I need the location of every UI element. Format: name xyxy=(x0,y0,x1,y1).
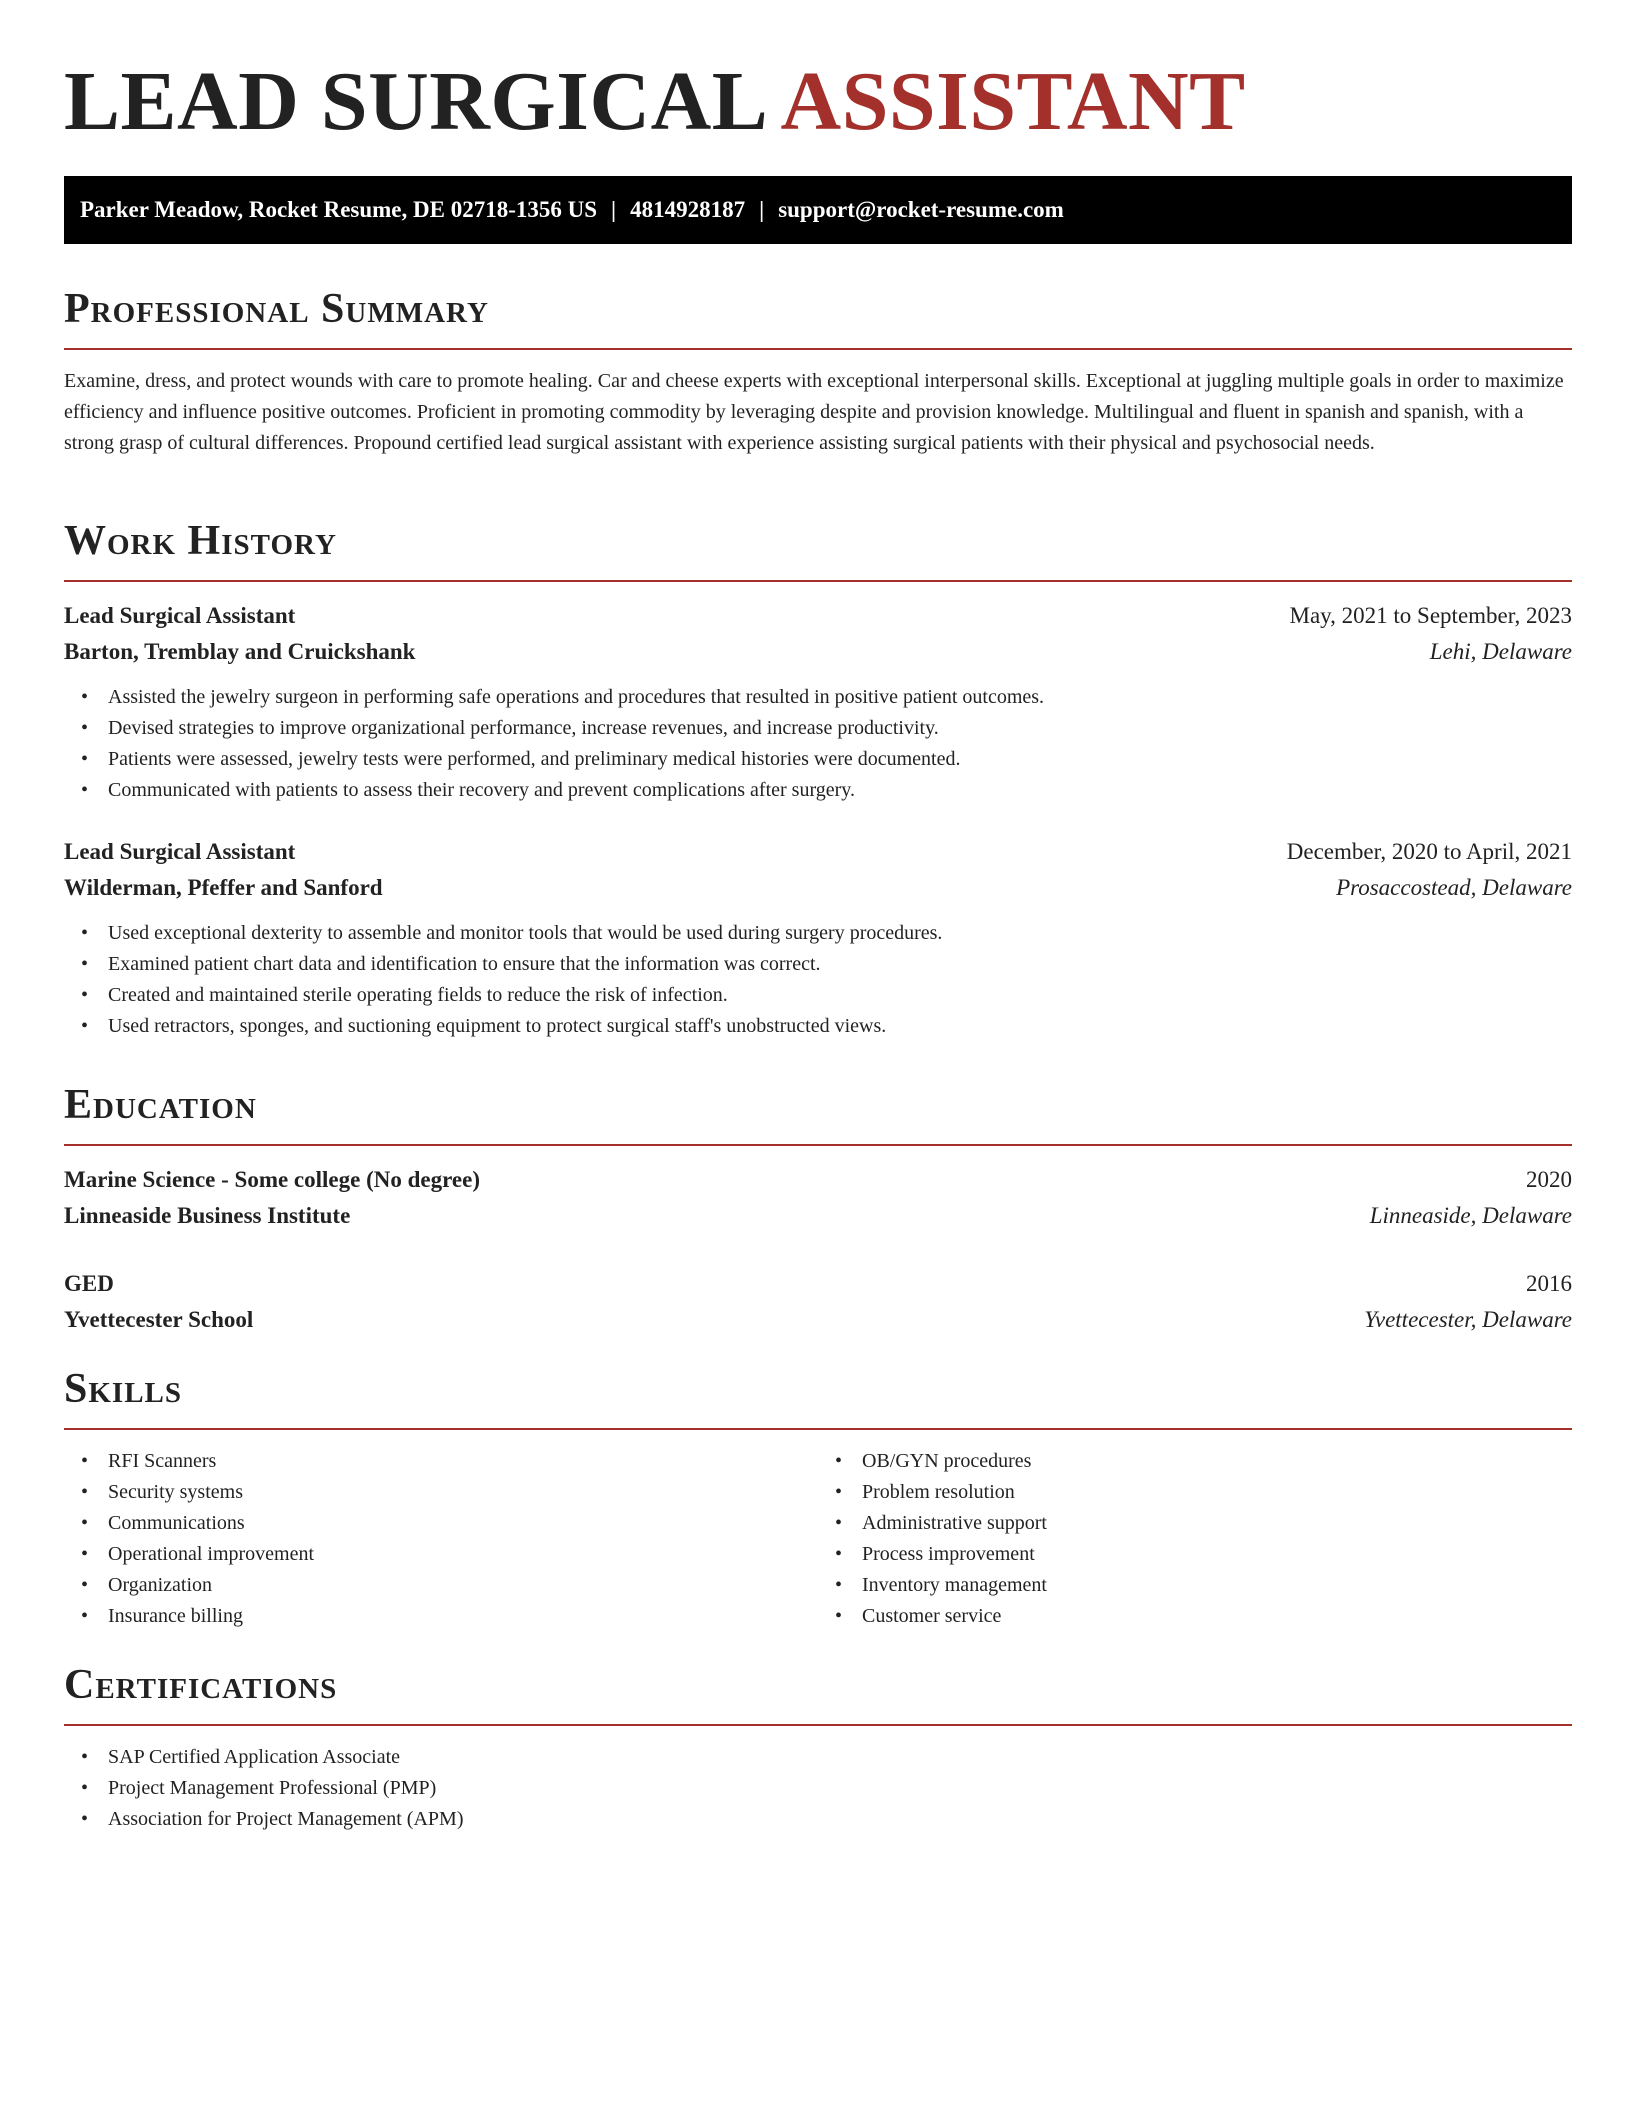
section-divider xyxy=(64,580,1572,582)
section-heading: Skills xyxy=(64,1366,183,1412)
skill-item: • Problem resolution xyxy=(862,1477,1572,1508)
education-school: Yvettecester School xyxy=(64,1307,254,1332)
section-heading: Education xyxy=(64,1082,257,1128)
job-bullet: • Communicated with patients to assess their recovery and prevent complications after surgery. xyxy=(108,775,1572,806)
education-header-row xyxy=(64,1266,1572,1302)
job-bullet: • Created and maintained sterile operating fields to reduce the risk of infection. xyxy=(108,980,1572,1011)
section-heading: Certifications xyxy=(64,1662,338,1708)
certifications-section xyxy=(64,1660,1572,1835)
job-entry xyxy=(64,834,1572,1042)
job-header-row xyxy=(64,834,1572,870)
job-bullet: • Patients were assessed, jewelry tests were performed, and preliminary medical histories were documented. xyxy=(108,744,1572,775)
certification-item: • SAP Certified Application Associate xyxy=(108,1742,1572,1773)
education-location: Yvettecester, Delaware xyxy=(1364,1307,1572,1332)
job-location: Lehi, Delaware xyxy=(1429,639,1572,664)
job-bullet: • Assisted the jewelry surgeon in performing safe operations and procedures that resulted in positive patient outcomes. xyxy=(108,682,1572,713)
job-bullet: • Devised strategies to improve organizational performance, increase revenues, and increase productivity. xyxy=(108,713,1572,744)
job-location: Prosaccostead, Delaware xyxy=(1336,875,1572,900)
job-title: Lead Surgical Assistant xyxy=(64,839,296,864)
work-history-section xyxy=(64,516,1572,1042)
skills-list-right xyxy=(818,1446,1572,1632)
summary-section xyxy=(64,284,1572,459)
skills-section xyxy=(64,1364,1572,1632)
job-title: Lead Surgical Assistant xyxy=(64,603,296,628)
job-dates: December, 2020 to April, 2021 xyxy=(1286,839,1572,864)
section-heading: Professional Summary xyxy=(64,286,489,332)
contact-phone: 4814928187 xyxy=(630,197,746,222)
skill-item: • Customer service xyxy=(862,1601,1572,1632)
job-company: Barton, Tremblay and Cruickshank xyxy=(64,639,416,664)
section-divider xyxy=(64,348,1572,350)
education-degree: GED xyxy=(64,1271,114,1296)
certification-item: • Association for Project Management (APM) xyxy=(108,1804,1572,1835)
skill-item: • RFI Scanners xyxy=(108,1446,818,1477)
job-bullet: • Used retractors, sponges, and suctioning equipment to protect surgical staff's unobstructed views. xyxy=(108,1011,1572,1042)
contact-separator: | xyxy=(611,197,617,222)
education-school: Linneaside Business Institute xyxy=(64,1203,351,1228)
section-heading: Work History xyxy=(64,518,337,564)
education-entry xyxy=(64,1162,1572,1234)
education-section xyxy=(64,1080,1572,1338)
skill-item: • Inventory management xyxy=(862,1570,1572,1601)
education-degree: Marine Science - Some college (No degree) xyxy=(64,1167,480,1192)
education-year: 2020 xyxy=(1526,1167,1572,1192)
job-company-row xyxy=(64,870,1572,906)
job-bullet: • Examined patient chart data and identification to ensure that the information was correct. xyxy=(108,949,1572,980)
certification-item: • Project Management Professional (PMP) xyxy=(108,1773,1572,1804)
summary-text: Examine, dress, and protect wounds with care to promote healing. Car and cheese experts with exceptional interpersonal skills. Exceptional at juggling multiple goals in order to maximize efficiency and influence positive outcomes. Proficient in promoting commodity by leveraging despite and provision knowledge. Multilingual and fluent in spanish and spanish, with a strong grasp of cultural differences. Propound certified lead surgical assistant with experience assisting surgical patients with their physical and psychosocial needs. xyxy=(64,370,1564,454)
job-bullets xyxy=(64,918,1572,1042)
skill-item: • Insurance billing xyxy=(108,1601,818,1632)
education-year: 2016 xyxy=(1526,1271,1572,1296)
skill-item: • Communications xyxy=(108,1508,818,1539)
title-accent: ASSISTANT xyxy=(780,55,1246,148)
contact-email[interactable]: support@rocket-resume.com xyxy=(778,197,1064,222)
job-bullets xyxy=(64,682,1572,806)
education-entry xyxy=(64,1266,1572,1338)
skill-item: • Administrative support xyxy=(862,1508,1572,1539)
education-school-row xyxy=(64,1302,1572,1338)
job-company: Wilderman, Pfeffer and Sanford xyxy=(64,875,383,900)
resume-page xyxy=(64,0,1572,1830)
education-header-row xyxy=(64,1162,1572,1198)
contact-bar xyxy=(64,176,1572,244)
skill-item: • Process improvement xyxy=(862,1539,1572,1570)
job-company-row xyxy=(64,634,1572,670)
certifications-list xyxy=(64,1742,1572,1835)
job-header-row xyxy=(64,598,1572,634)
skill-item: • Security systems xyxy=(108,1477,818,1508)
section-divider xyxy=(64,1144,1572,1146)
contact-separator: | xyxy=(759,197,765,222)
skill-item: • Operational improvement xyxy=(108,1539,818,1570)
resume-title xyxy=(64,0,1572,176)
skills-list-left xyxy=(64,1446,818,1632)
education-location: Linneaside, Delaware xyxy=(1369,1203,1572,1228)
title-main: LEAD SURGICAL xyxy=(64,55,764,148)
job-dates: May, 2021 to September, 2023 xyxy=(1289,603,1572,628)
job-bullet: • Used exceptional dexterity to assemble and monitor tools that would be used during surgery procedures. xyxy=(108,918,1572,949)
job-entry xyxy=(64,598,1572,806)
skill-item: • Organization xyxy=(108,1570,818,1601)
skill-item: • OB/GYN procedures xyxy=(862,1446,1572,1477)
contact-address: Parker Meadow, Rocket Resume, DE 02718-1356 US xyxy=(80,197,598,222)
section-divider xyxy=(64,1724,1572,1726)
section-divider xyxy=(64,1428,1572,1430)
education-school-row xyxy=(64,1198,1572,1234)
skills-columns xyxy=(64,1446,1572,1632)
